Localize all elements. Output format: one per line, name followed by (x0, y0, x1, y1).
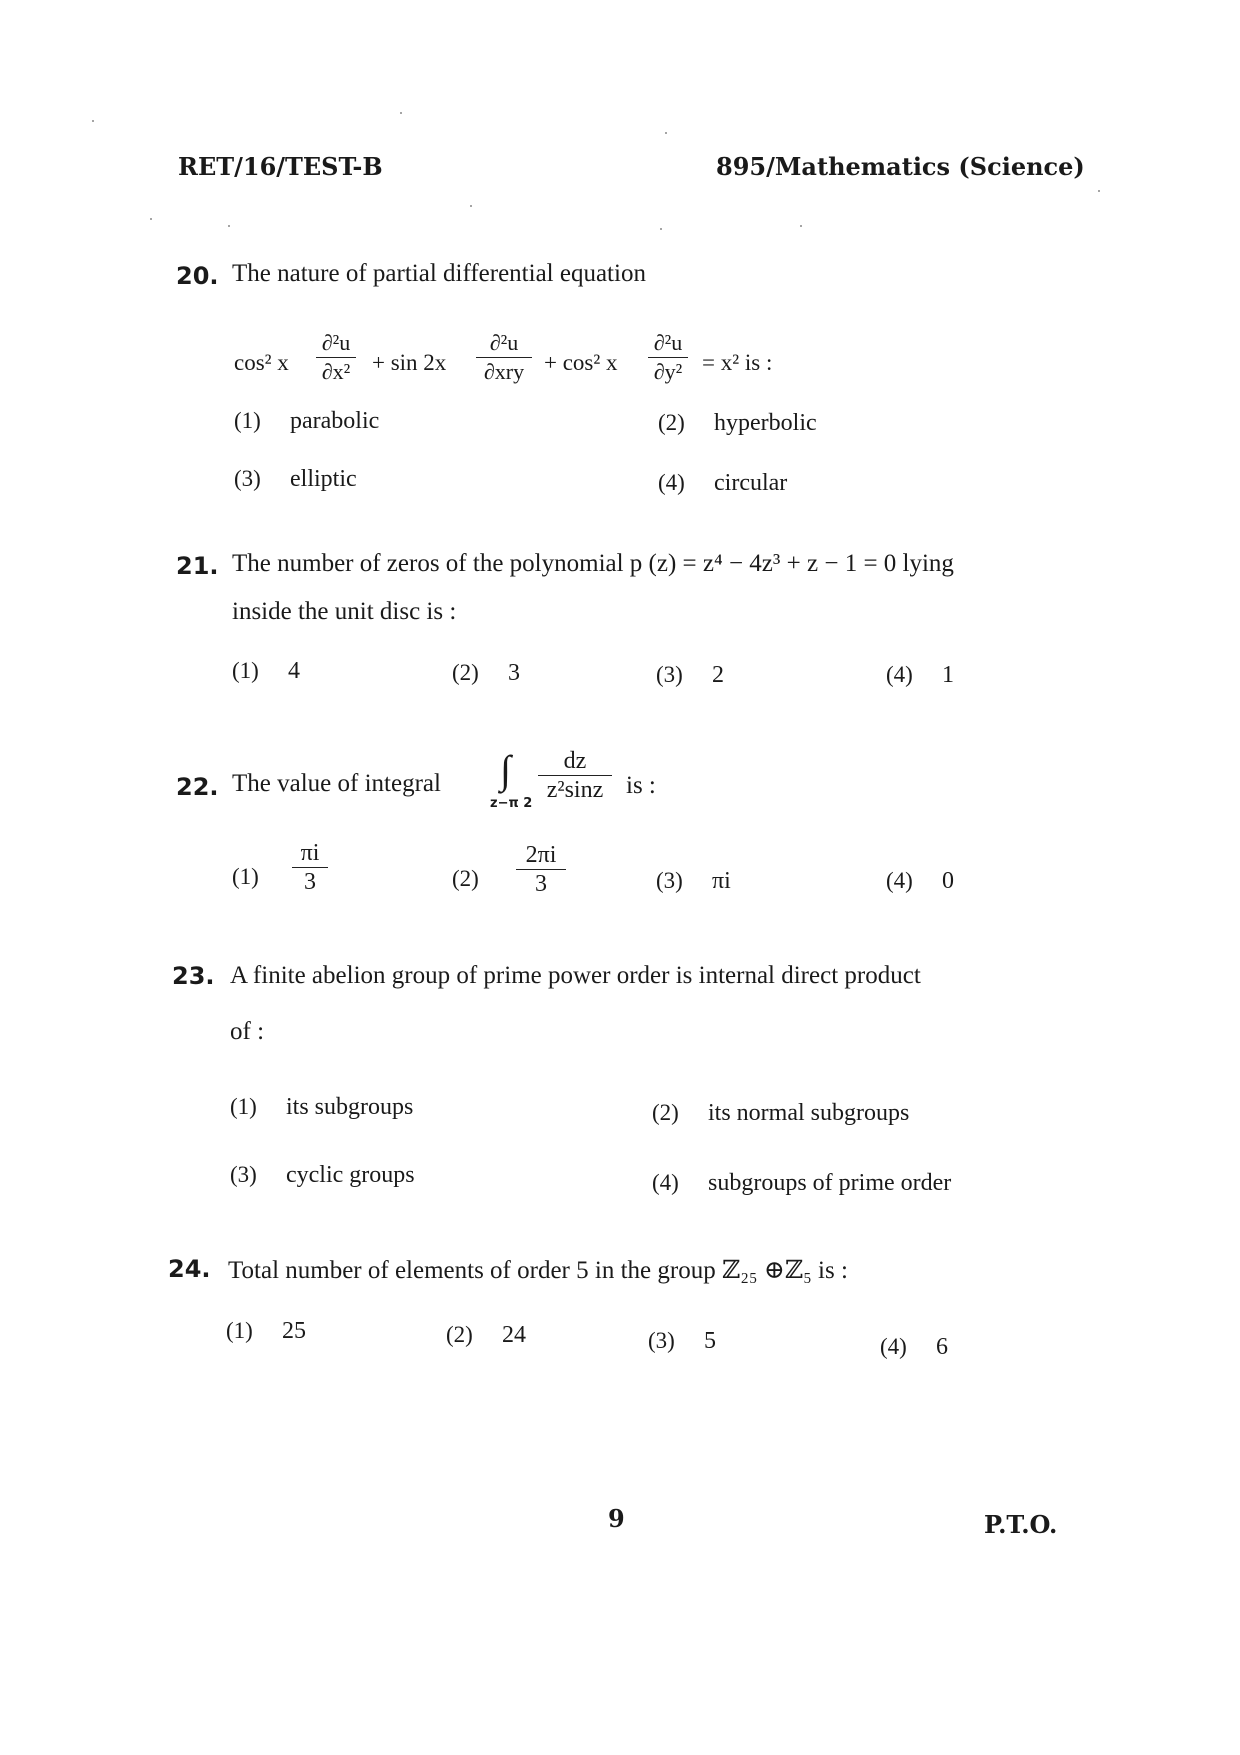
equation-term: + sin 2x (372, 350, 447, 375)
equation-term: + cos² x (544, 350, 618, 375)
fraction-denominator: ∂xry (483, 359, 525, 384)
equation-fraction (648, 330, 688, 385)
option-number: (4) (652, 1170, 679, 1195)
fraction-bar (476, 357, 532, 358)
header-right: 895/Mathematics (Science) (716, 152, 1085, 181)
option-text: parabolic (290, 408, 380, 434)
option-text: 6 (936, 1334, 948, 1360)
option-1 (234, 408, 379, 435)
option-number: (2) (658, 410, 685, 435)
question-text: The value of integral (232, 770, 441, 797)
option-text: its normal subgroups (708, 1100, 910, 1126)
fraction-denominator: 3 (535, 871, 547, 897)
option-text: 5 (704, 1328, 716, 1354)
scan-speck (660, 228, 662, 230)
option-text: its subgroups (286, 1094, 414, 1120)
fraction-denominator: 3 (304, 869, 316, 895)
header-left: RET/16/TEST-B (178, 152, 383, 181)
question-number: 23. (172, 962, 215, 990)
fraction-numerator: ∂²u (489, 330, 519, 355)
option-number: (3) (230, 1162, 257, 1187)
question-number: 20. (176, 262, 219, 290)
equation-term: cos² x (234, 350, 289, 375)
option-number: (1) (232, 658, 259, 683)
option-text: subgroups of prime order (708, 1170, 952, 1196)
option-3 (234, 466, 357, 493)
question-text: The nature of partial differential equation (232, 260, 646, 287)
equation-fraction (316, 330, 356, 385)
option-number: (1) (230, 1094, 257, 1119)
option-number: (4) (886, 868, 913, 893)
scan-speck (800, 225, 802, 227)
option-3 (656, 868, 731, 895)
option-4 (658, 470, 787, 497)
option-text: 0 (942, 868, 954, 894)
fraction-numerator: ∂²u (321, 330, 351, 355)
option-number: (3) (648, 1328, 675, 1353)
option-number: (4) (658, 470, 685, 495)
option-number: (3) (656, 868, 683, 893)
fraction-numerator: πi (300, 840, 320, 866)
option-2 (652, 1100, 909, 1127)
option-text: 3 (508, 660, 520, 686)
fraction-denominator: z²sinz (546, 777, 604, 803)
question-text: The number of zeros of the polynomial p (z) = z⁴ − 4z³ + z − 1 = 0 lying (232, 550, 954, 577)
equation-term: = x² is : (702, 350, 773, 375)
question-number: 21. (176, 552, 219, 580)
scan-speck (1098, 190, 1100, 192)
integral-limit: z−π 2 (490, 796, 533, 811)
option-text: elliptic (290, 466, 357, 492)
scan-speck (470, 205, 472, 207)
question-text: Total number of elements of order 5 in the group ℤ₂₅ ⊕ℤ₅ is : (228, 1257, 848, 1284)
option-text: 25 (282, 1318, 306, 1344)
option-4 (886, 868, 954, 895)
option-text: cyclic groups (286, 1162, 415, 1188)
fraction-denominator: ∂x² (321, 359, 351, 384)
option-1-fraction (292, 840, 328, 895)
option-3 (648, 1328, 716, 1355)
option-4 (880, 1334, 948, 1361)
scan-speck (92, 120, 94, 122)
fraction-numerator: 2πi (525, 842, 557, 868)
option-number: (2) (446, 1322, 473, 1347)
option-text: πi (712, 868, 731, 894)
fraction-bar (316, 357, 356, 358)
option-text: 2 (712, 662, 724, 688)
option-2 (452, 660, 520, 687)
option-text: circular (714, 470, 788, 496)
option-text: 1 (942, 662, 954, 688)
question-text-end: is : (626, 772, 656, 799)
option-2 (452, 866, 508, 893)
fraction-denominator: ∂y² (653, 359, 683, 384)
option-4 (652, 1170, 951, 1197)
scan-speck (400, 112, 402, 114)
integral-sign: ∫ (500, 747, 511, 792)
option-2 (658, 410, 817, 437)
fraction-bar (292, 867, 328, 868)
option-1 (230, 1094, 413, 1121)
option-1 (226, 1318, 306, 1345)
option-number: (2) (452, 660, 479, 685)
question-text: inside the unit disc is : (232, 598, 457, 625)
option-number: (1) (232, 864, 259, 889)
option-text: hyperbolic (714, 410, 817, 436)
option-1 (232, 658, 300, 685)
fraction-numerator: ∂²u (653, 330, 683, 355)
question-text: A finite abelion group of prime power order is internal direct product (230, 962, 921, 989)
fraction-bar (516, 869, 566, 870)
option-number: (1) (234, 408, 261, 433)
question-text: of : (230, 1018, 265, 1045)
option-2 (446, 1322, 526, 1349)
option-number: (2) (452, 866, 479, 891)
option-4 (886, 662, 954, 689)
option-number: (3) (656, 662, 683, 687)
option-3 (230, 1162, 415, 1189)
option-text: 24 (502, 1322, 526, 1348)
fraction-numerator: dz (563, 748, 587, 774)
option-number: (2) (652, 1100, 679, 1125)
question-number: 24. (168, 1255, 211, 1283)
option-3 (656, 662, 724, 689)
scan-speck (228, 225, 230, 227)
pto-label: P.T.O. (984, 1510, 1058, 1539)
question-number: 22. (176, 773, 219, 801)
scan-speck (665, 132, 667, 134)
option-number: (3) (234, 466, 261, 491)
fraction-bar (648, 357, 688, 358)
option-1 (232, 864, 288, 891)
option-number: (4) (886, 662, 913, 687)
scan-speck (150, 218, 152, 220)
fraction-bar (538, 775, 612, 776)
page-number: 9 (608, 1504, 625, 1533)
equation-fraction (476, 330, 532, 385)
option-number: (4) (880, 1334, 907, 1359)
option-number: (1) (226, 1318, 253, 1343)
integrand-fraction (538, 748, 612, 803)
option-text: 4 (288, 658, 300, 684)
option-2-fraction (516, 842, 566, 897)
